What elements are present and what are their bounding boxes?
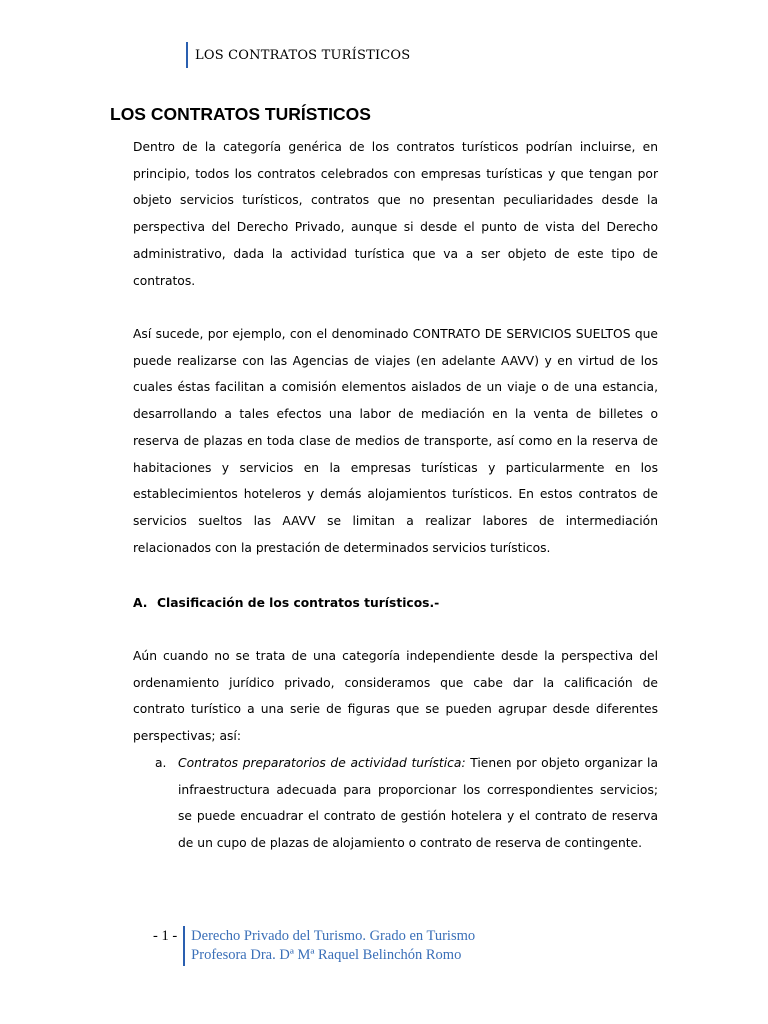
page-number: - 1 - (153, 928, 178, 944)
list-item-term: Contratos preparatorios de actividad turística: (178, 756, 466, 770)
header-text: LOS CONTRATOS TURÍSTICOS (195, 47, 411, 63)
list-item-text (178, 750, 658, 857)
paragraph-classification: Aún cuando no se trata de una categoría independiente desde la perspectiva del ordenamiento jurídico privado, consideramos que cabe dar la calificación de contrato turístico a una serie de figuras que se pueden agrupar desde diferentes perspectivas; así: (133, 649, 658, 744)
running-header (186, 42, 410, 68)
footer-course: Derecho Privado del Turismo. Grado en Turismo (191, 928, 476, 944)
document-title: LOS CONTRATOS TURÍSTICOS (110, 104, 371, 124)
paragraph-intro: Dentro de la categoría genérica de los contratos turísticos podrían incluirse, en principio, todos los contratos celebrados con empresas turísticas y que tengan por objeto servicios turísticos, contratos que no presentan peculiaridades desde la perspectiva del Derecho Privado, aunque si desde el punto de vista del Derecho administrativo, dada la actividad turística que va a ser objeto de este tipo de contratos. (133, 140, 658, 288)
list-item-label: a. (155, 756, 167, 770)
page-footer (153, 926, 475, 966)
section-a-label: A. (133, 596, 148, 610)
footer-text (183, 926, 475, 966)
list-item (155, 750, 658, 857)
section-a-heading (133, 590, 439, 617)
list-item-body: Tienen por objeto organizar la infraestructura adecuada para proporcionar los correspondientes servicios; se puede encuadrar el contrato de gestión hotelera y el contrato de reserva de un cupo de plazas de alojamiento o contrato de reserva de contingente. (178, 756, 659, 851)
paragraph-servicios-sueltos: Así sucede, por ejemplo, con el denominado CONTRATO DE SERVICIOS SUELTOS que puede realizarse con las Agencias de viajes (en adelante AAVV) y en virtud de los cuales éstas facilitan a comisión elementos aislados de un viaje o de una estancia, desarrollando a tales efectos una labor de mediación en la venta de billetes o reserva de plazas en toda clase de medios de transporte, así como en la reserva de habitaciones y servicios en la empresas turísticas y particularmente en los establecimientos hoteleros y demás alojamientos turísticos. En estos contratos de servicios sueltos las AAVV se limitan a realizar labores de intermediación relacionados con la prestación de determinados servicios turísticos. (133, 327, 658, 555)
section-a-title: Clasificación de los contratos turísticos.- (157, 596, 440, 610)
footer-author: Profesora Dra. Dª Mª Raquel Belinchón Romo (191, 947, 462, 963)
